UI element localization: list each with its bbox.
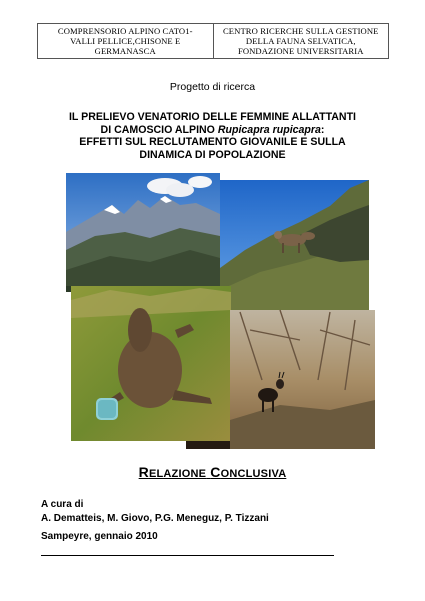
place-date: Sampeyre, gennaio 2010 <box>41 531 158 542</box>
collage-edge-corner <box>66 286 71 292</box>
species-name: Rupicapra rupicapra <box>217 123 321 136</box>
signature-rule <box>41 555 334 556</box>
header-left-institution: COMPRENSORIO ALPINO CATO1- VALLI PELLICE,CHISONE E GERMANASCA <box>57 26 193 56</box>
title-line-2-suffix: : <box>320 123 325 136</box>
report-rest-2: ONCLUSIVA <box>220 468 287 480</box>
title-line-2-prefix: DI CAMOSCIO ALPINO <box>100 123 218 136</box>
photo-chamois-slope <box>220 180 369 310</box>
photo-mountains <box>66 173 220 287</box>
title-line-3: EFFETTI SUL RECLUTAMENTO GIOVANILE E SULLA <box>79 136 346 148</box>
report-cap-1: R <box>138 464 149 480</box>
title-line-1: IL PRELIEVO VENATORIO DELLE FEMMINE ALLATTANTI <box>68 111 356 123</box>
report-heading <box>0 464 425 480</box>
photo-chamois-woods <box>230 310 375 449</box>
collage-edge-dark <box>186 441 230 449</box>
curated-by-label: A cura di <box>41 499 84 510</box>
authors: A. Dematteis, M. Giovo, P.G. Meneguz, P. Tizzani <box>41 513 269 524</box>
photo-harvested-chamois <box>71 286 231 441</box>
header-right-institution: CENTRO RICERCHE SULLA GESTIONE DELLA FAUNA SELVATICA, FONDAZIONE UNIVERSITARIA <box>213 24 389 58</box>
subtitle: Progetto di ricerca <box>169 81 256 93</box>
report-cap-2: C <box>210 464 221 480</box>
report-rest-1: ELAZIONE <box>148 468 207 480</box>
title-line-4: DINAMICA DI POPOLAZIONE <box>139 148 286 161</box>
